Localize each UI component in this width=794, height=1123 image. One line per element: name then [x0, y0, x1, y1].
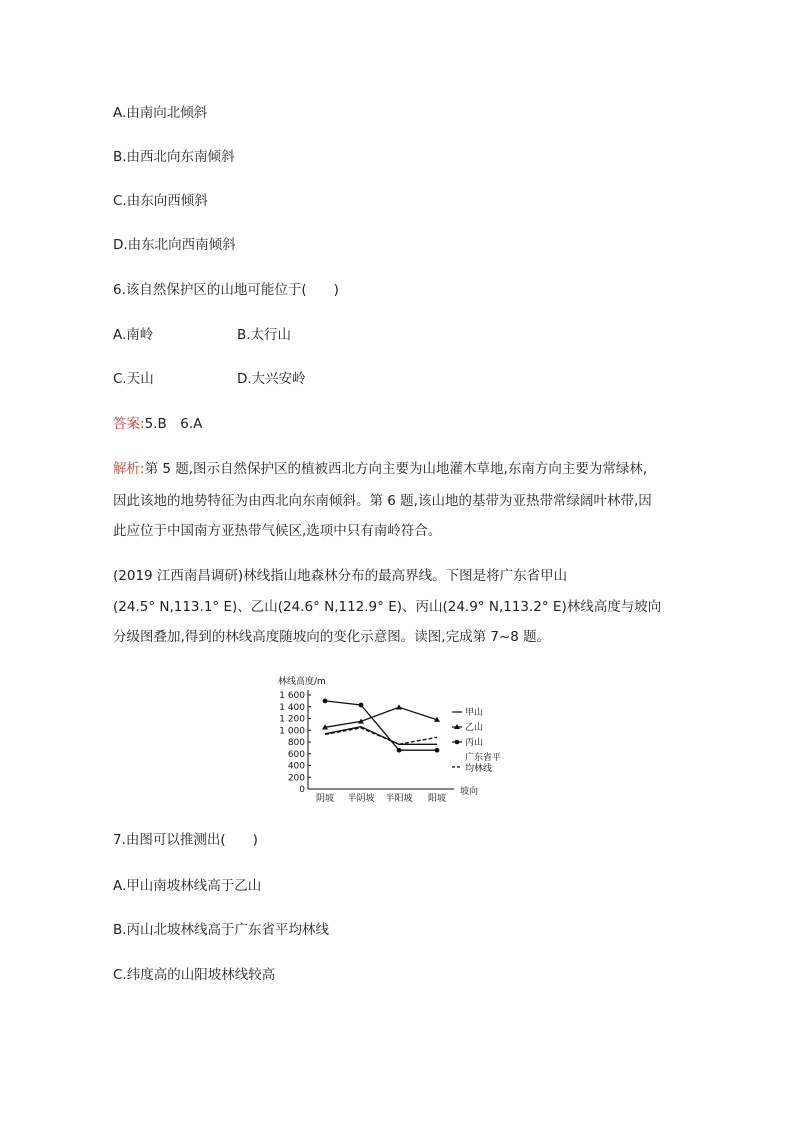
chart-y-tick-label: 400 — [287, 761, 305, 772]
q6-stem: 6.该自然保护区的山地可能位于( ) — [113, 282, 339, 298]
chart-x-tick-label: 阳坡 — [427, 794, 447, 804]
analysis-line-1 — [113, 459, 647, 479]
q7-option-a: A.甲山南坡林线高于乙山 — [113, 878, 262, 894]
passage-line-2: (24.5° N,113.1° E)、乙山(24.6° N,112.9° E)、丙山(24.9° N,113.2° E)林线高度与坡向 — [113, 599, 662, 615]
chart-y-tick-label: 1 000 — [279, 726, 305, 737]
analysis-text-1: 第 5 题,图示自然保护区的植被西北方向主要为山地灌木草地,东南方向主要为常绿林, — [144, 461, 648, 477]
analysis-line-3: 此应位于中国南方亚热带气候区,选项中只有南岭符合。 — [113, 523, 442, 539]
chart-xlabel: 坡向 — [460, 787, 479, 797]
chart-y-tick-label: 0 — [299, 785, 305, 795]
q5-option-c: C.由东向西倾斜 — [113, 193, 208, 209]
chart-y-tick-label: 1 200 — [279, 714, 305, 725]
legend-label: 广东省平 — [465, 753, 502, 763]
legend-label: 乙山 — [465, 723, 484, 733]
chart-y-tick-label: 1 400 — [279, 702, 305, 713]
chart-series-line — [325, 701, 437, 750]
chart-x-tick-label: 半阳坡 — [385, 794, 413, 804]
chart-series-line — [325, 707, 437, 727]
answer-label: 答案: — [113, 416, 145, 432]
q6-option-c: C.天山 — [113, 371, 154, 387]
answer-line — [113, 414, 202, 434]
passage-line-3: 分级图叠加,得到的林线高度随坡向的变化示意图。读图,完成第 7~8 题。 — [113, 629, 551, 645]
chart-y-tick-label: 200 — [287, 773, 305, 784]
chart-point-circle — [359, 703, 364, 708]
chart-y-tick-label: 800 — [287, 738, 305, 748]
q6-option-b: B.太行山 — [237, 327, 292, 343]
chart-x-tick-label: 半阴坡 — [347, 794, 375, 804]
legend-label: 丙山 — [465, 738, 484, 748]
q6-option-a: A.南岭 — [113, 327, 154, 343]
chart-x-tick-label: 阴坡 — [315, 794, 335, 804]
chart-point-circle — [397, 748, 402, 753]
answer-text: 5.B 6.A — [144, 416, 203, 432]
chart-ylabel: 林线高度/m — [278, 677, 326, 687]
q7-stem: 7.由图可以推测出( ) — [113, 832, 258, 848]
legend-marker-circle — [455, 740, 460, 745]
q5-option-a: A.由南向北倾斜 — [113, 105, 208, 121]
chart-y-tick-label: 1 600 — [279, 691, 305, 701]
q6-option-d: D.大兴安岭 — [237, 371, 306, 387]
q7-option-c: C.纬度高的山阳坡林线较高 — [113, 967, 276, 983]
passage-line-1: (2019 江西南昌调研)林线指山地森林分布的最高界线。下图是将广东省甲山 — [113, 568, 568, 584]
analysis-line-2: 因此该地的地势特征为由西北向东南倾斜。第 6 题,该山地的基带为亚热带常绿阔叶林带,因 — [113, 493, 652, 509]
chart-point-circle — [323, 698, 328, 703]
legend-label: 甲山 — [465, 708, 484, 718]
q5-option-b: B.由西北向东南倾斜 — [113, 149, 235, 165]
q5-option-d: D.由东北向西南倾斜 — [113, 237, 236, 253]
chart-y-tick-label: 600 — [287, 749, 305, 760]
q7-option-b: B.丙山北坡林线高于广东省平均林线 — [113, 922, 330, 938]
analysis-label: 解析: — [113, 461, 145, 477]
chart-point-circle — [435, 748, 440, 753]
legend-label: 均林线 — [465, 764, 493, 774]
chart-point-triangle — [396, 704, 402, 709]
treeline-chart — [270, 670, 510, 810]
